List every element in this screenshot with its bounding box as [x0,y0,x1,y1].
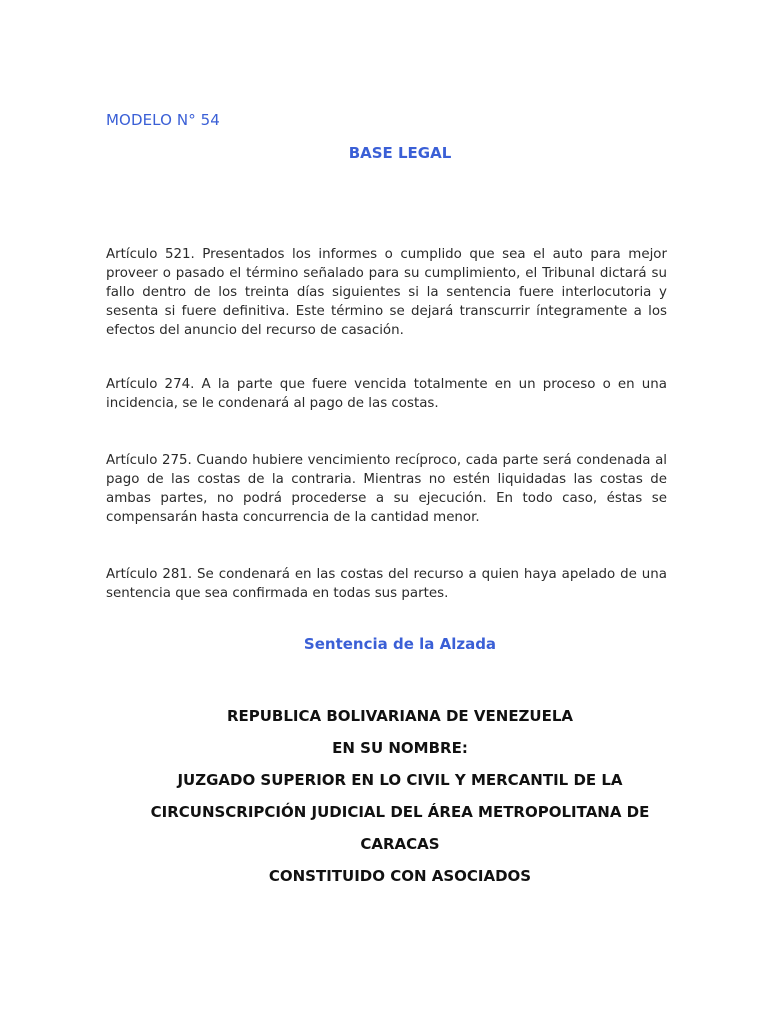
court-header-line: EN SU NOMBRE: [332,739,468,757]
court-header-line: REPUBLICA BOLIVARIANA DE VENEZUELA [226,707,574,725]
court-header-line: JUZGADO SUPERIOR EN LO CIVIL Y MERCANTIL DE LA [177,771,623,789]
article-274: Artículo 274. A la parte que fuere vencida totalmente en un proceso o en una incidencia, se le condenará al pago de las costas. [106,377,667,411]
sentencia-heading: Sentencia de la Alzada [303,635,497,653]
model-number: MODELO N° 54 [106,111,220,129]
base-legal-heading: BASE LEGAL [348,144,452,162]
court-header-line: CIRCUNSCRIPCIÓN JUDICIAL DEL ÁREA METROPOLITANA DE [150,803,650,821]
court-header [0,700,768,892]
article-281: Artículo 281. Se condenará en las costas del recurso a quien haya apelado de una sentencia que sea confirmada en todas sus partes. [106,567,667,601]
article-275: Artículo 275. Cuando hubiere vencimiento recíproco, cada parte será condenada al pago de las costas de la contraria. Mientras no estén liquidadas las costas de ambas partes, no podrá procederse a su ejecución. En todo caso, éstas se compensarán hasta concurrencia de la cantidad menor. [106,453,667,525]
court-header-line: CARACAS [360,835,440,853]
article-521: Artículo 521. Presentados los informes o cumplido que sea el auto para mejor proveer o pasado el término señalado para su cumplimiento, el Tribunal dictará su fallo dentro de los treinta días siguientes si la sentencia fuere interlocutoria y sesenta si fuere definitiva. Este término se dejará transcurrir íntegramente a los efectos del anuncio del recurso de casación. [106,247,667,338]
court-header-line: CONSTITUIDO CON ASOCIADOS [268,867,532,885]
